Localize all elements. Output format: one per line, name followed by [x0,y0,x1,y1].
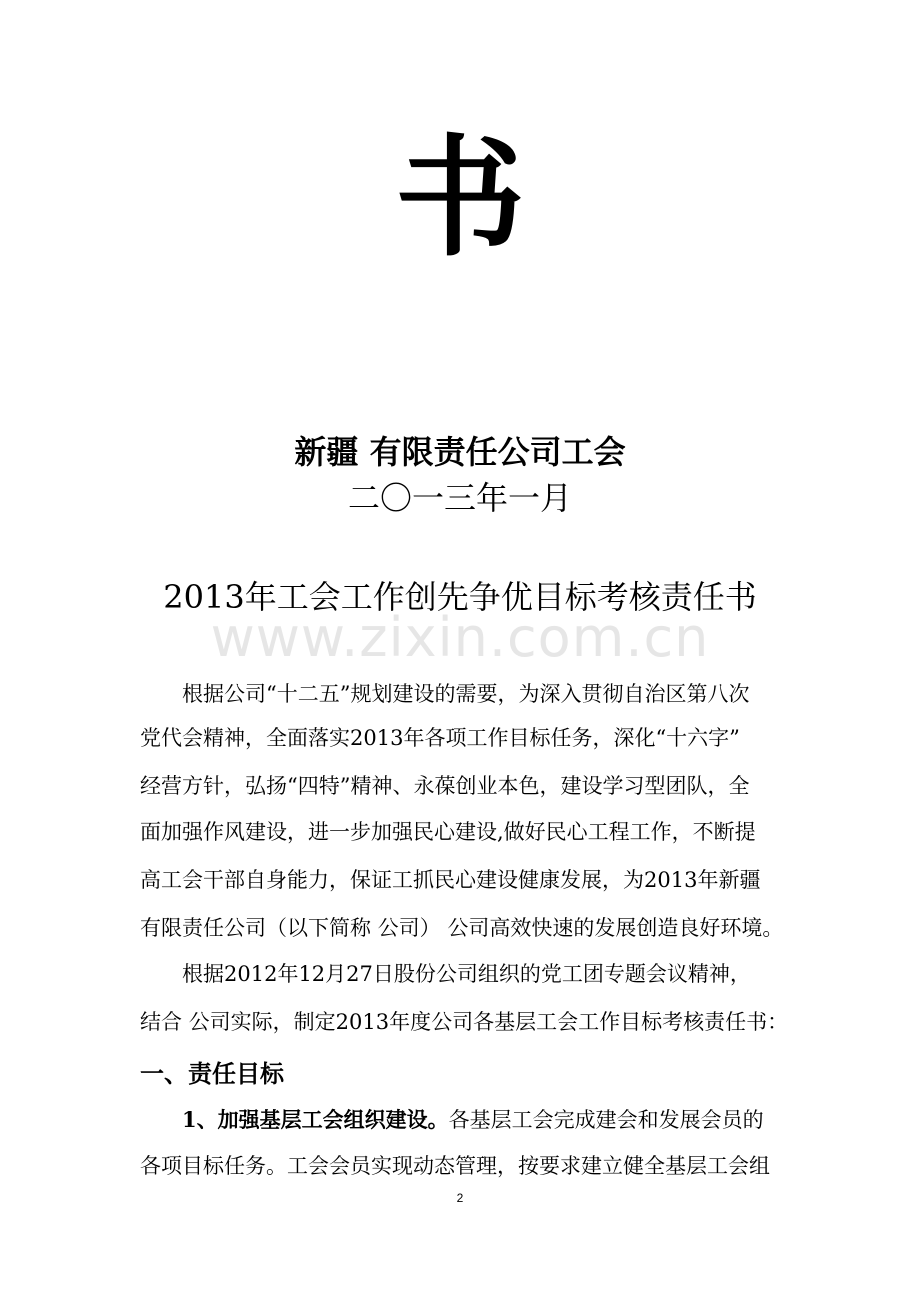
paragraph-line: 根据公司“十二五”规划建设的需要，为深入贯彻自治区第八次 [182,682,750,706]
section-heading: 一、责任目标 [140,1059,284,1088]
paragraph-line: 各项目标任务。工会会员实现动态管理，按要求建立健全基层工会组 [140,1154,770,1178]
list-item-lead: 1、加强基层工会组织建设。 [182,1107,449,1132]
watermark: www.zixin.com.cn [210,606,710,669]
paragraph-line: 结合 公司实际，制定2013年度公司各基层工会工作目标考核责任书： [140,1010,789,1034]
cover-big-character: 书 [394,121,525,274]
paragraph-line: 高工会干部自身能力，保证工抓民心建设健康发展，为2013年新疆 [140,868,761,892]
document-title: 2013年工会工作创先争优目标考核责任书 [163,578,757,616]
organization-name: 新疆 有限责任公司工会 [294,433,626,471]
list-item-text: 各基层工会完成建会和发展会员的 [448,1108,764,1132]
paragraph-line: 面加强作风建设，进一步加强民心建设,做好民心工程工作，不断提 [140,820,756,844]
paragraph-line: 根据2012年12月27日股份公司组织的党工团专题会议精神， [182,962,751,986]
paragraph-line: 有限责任公司（以下简称 公司） 公司高效快速的发展创造良好环境。 [140,916,784,940]
paragraph-line: 党代会精神，全面落实2013年各项工作目标任务，深化“十六字” [140,726,740,750]
list-item [182,1102,832,1138]
cover-date: 二〇一三年一月 [347,479,572,517]
paragraph-line: 经营方针，弘扬“四特”精神、永葆创业本色，建设学习型团队，全 [140,774,750,798]
page-number: 2 [456,1191,464,1205]
